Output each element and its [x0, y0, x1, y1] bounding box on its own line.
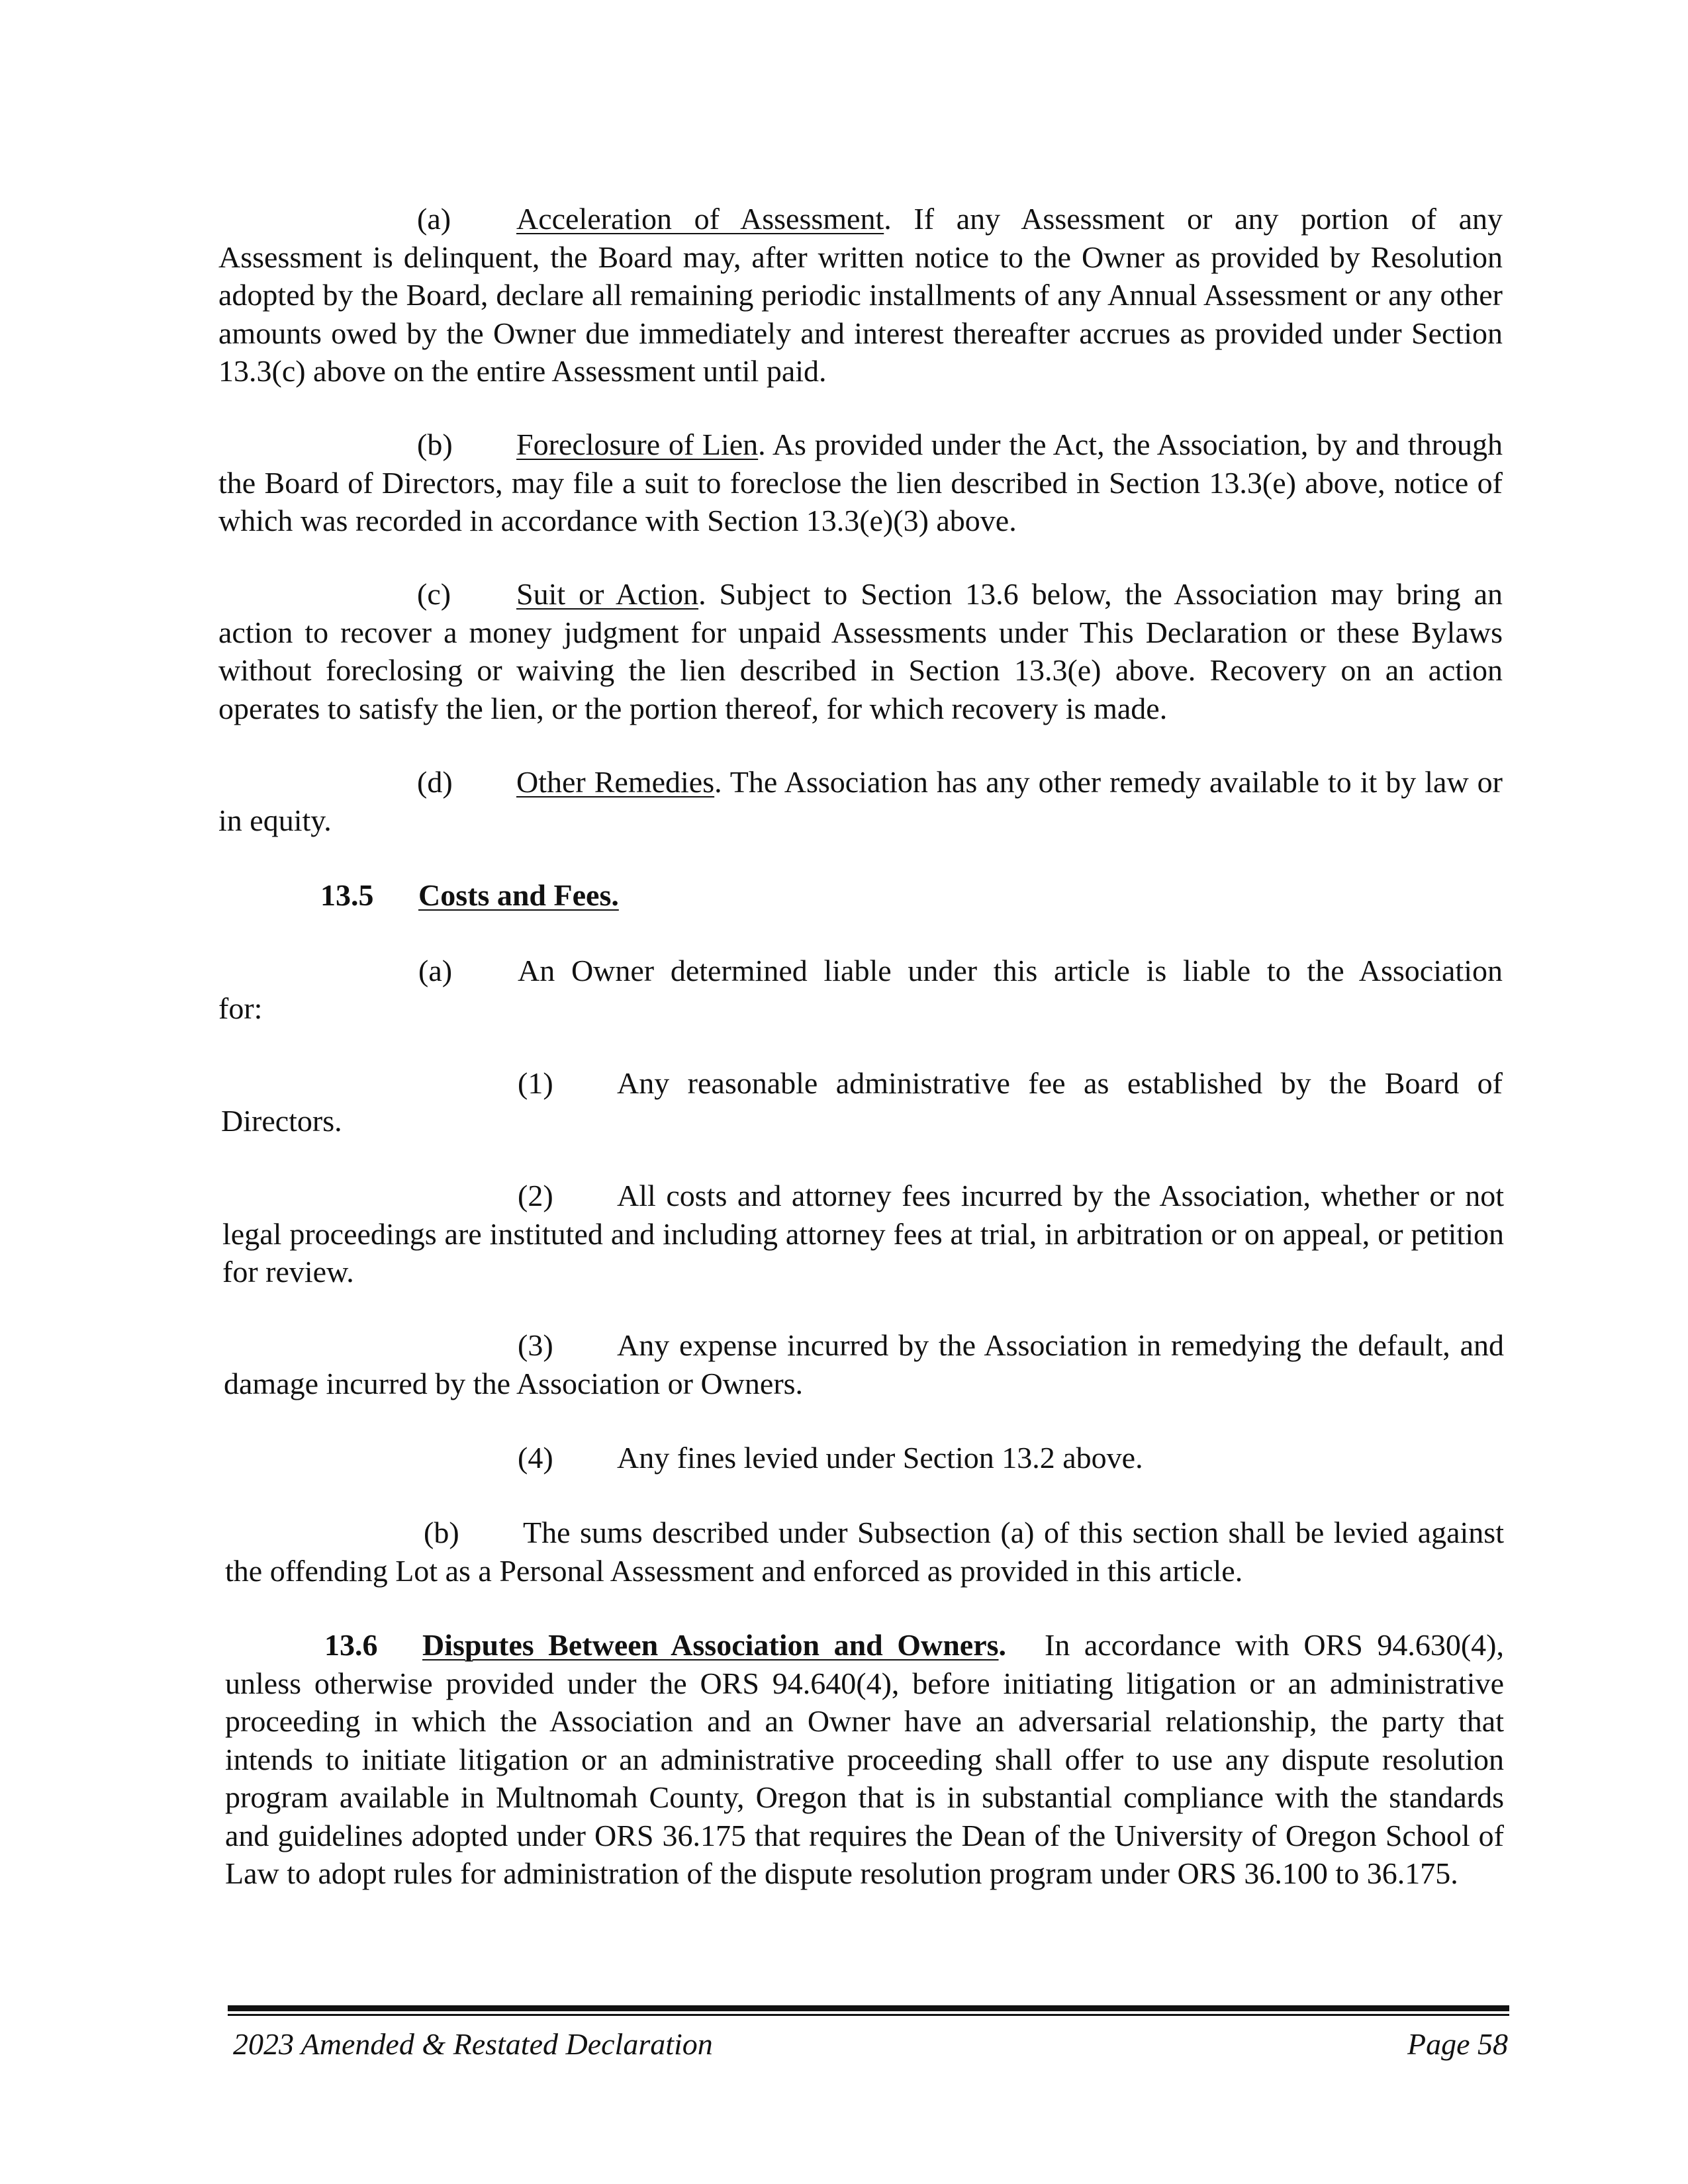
paragraph-title: Foreclosure of Lien [516, 428, 759, 461]
paragraph-title: Other Remedies [516, 765, 715, 799]
paragraph-label: (d) [417, 765, 453, 799]
subsection-text: The sums described under Subsection (a) of this section shall be levied against the offending Lot as a Personal Assessment and enforced as provided in this article. [225, 1516, 1504, 1588]
paragraph-b-foreclosure [218, 426, 1503, 540]
subsection-label: (a) [418, 954, 453, 987]
item-label: (1) [518, 1066, 553, 1100]
paragraph-text: . If any Assessment or any portion of any Assessment is delinquent, the Board may, after written notice to the Owner as provided by Resolution adopted by the Board, declare all remaining periodic installments of any Annual Assessment or any other amounts owed by the Owner due immediately and interest thereafter accrues as provided under Section 13.3(c) above on the entire Assessment until paid. [218, 202, 1503, 388]
paragraph-text: . As provided under the Act, the Association, by and through the Board of Directors, may file a suit to foreclose the lien described in Section 13.3(e) above, notice of which was recorded in accordance with Section 13.3(e)(3) above. [218, 428, 1503, 537]
item-text: All costs and attorney fees incurred by the Association, whether or not legal proceedings are instituted and including attorney fees at trial, in arbitration or on appeal, or petition for review. [222, 1179, 1504, 1289]
item-text-continued: Directors. [221, 1104, 342, 1138]
item-text: Any reasonable administrative fee as established by the Board of [617, 1066, 1503, 1100]
subsection-label: (b) [424, 1516, 459, 1549]
footer-page-number: Page 58 [1407, 2027, 1508, 2061]
paragraph-text: . Subject to Section 13.6 below, the Association may bring an action to recover a money judgment for unpaid Assessments under This Declaration or these Bylaws without foreclosing or waiving the lien described in Section 13.3(e) above. Recovery on an action operates to satisfy the lien, or the portion thereof, for which recovery is made. [218, 577, 1503, 725]
paragraph-title: Acceleration of Assessment [516, 202, 884, 236]
paragraph-title: Suit or Action [516, 577, 699, 611]
section-title: Costs and Fees. [418, 878, 619, 912]
paragraph-d-other-remedies [218, 763, 1503, 839]
section-title: Disputes Between Association and Owners [422, 1628, 999, 1662]
item-2 [222, 1177, 1504, 1291]
item-label: (3) [518, 1328, 553, 1362]
item-text: Any fines levied under Section 13.2 above. [617, 1441, 1143, 1475]
paragraph-c-suit-or-action [218, 575, 1503, 727]
subsection-text: An Owner determined liable under this article is liable to the Association [518, 954, 1503, 987]
footer-document-title: 2023 Amended & Restated Declaration [233, 2027, 713, 2061]
section-title-period: . [998, 1628, 1007, 1662]
item-text: Any expense incurred by the Association in remedying the default, and damage incurred by the Association or Owners. [224, 1328, 1504, 1400]
paragraph-label: (b) [417, 428, 453, 461]
section-number: 13.6 [324, 1628, 378, 1662]
paragraph-label: (c) [417, 577, 451, 611]
item-label: (2) [518, 1179, 553, 1212]
footer-rule-thin [228, 2014, 1509, 2016]
subsection-b [225, 1514, 1504, 1590]
item-3 [224, 1326, 1504, 1402]
section-13-6 [225, 1626, 1504, 1893]
paragraph-label: (a) [417, 202, 451, 236]
subsection-text-continued: for: [218, 991, 263, 1025]
item-label: (4) [518, 1441, 553, 1475]
paragraph-text: . The Association has any other remedy available to it by law or in equity. [218, 765, 1503, 837]
section-text: In accordance with ORS 94.630(4), unless otherwise provided under the ORS 94.640(4), before initiating litigation or an administrative proceeding in which the Association and an Owner have an adversarial relationship, the party that intends to initiate litigation or an administrative proceeding shall offer to use any dispute resolution program available in Multnomah County, Oregon that is in substantial compliance with the standards and guidelines adopted under ORS 36.175 that requires the Dean of the University of Oregon School of Law to adopt rules for administration of the dispute resolution program under ORS 36.100 to 36.175. [225, 1628, 1504, 1890]
paragraph-a-acceleration [218, 200, 1503, 390]
footer-rule [228, 2005, 1509, 2011]
section-number: 13.5 [320, 878, 374, 912]
